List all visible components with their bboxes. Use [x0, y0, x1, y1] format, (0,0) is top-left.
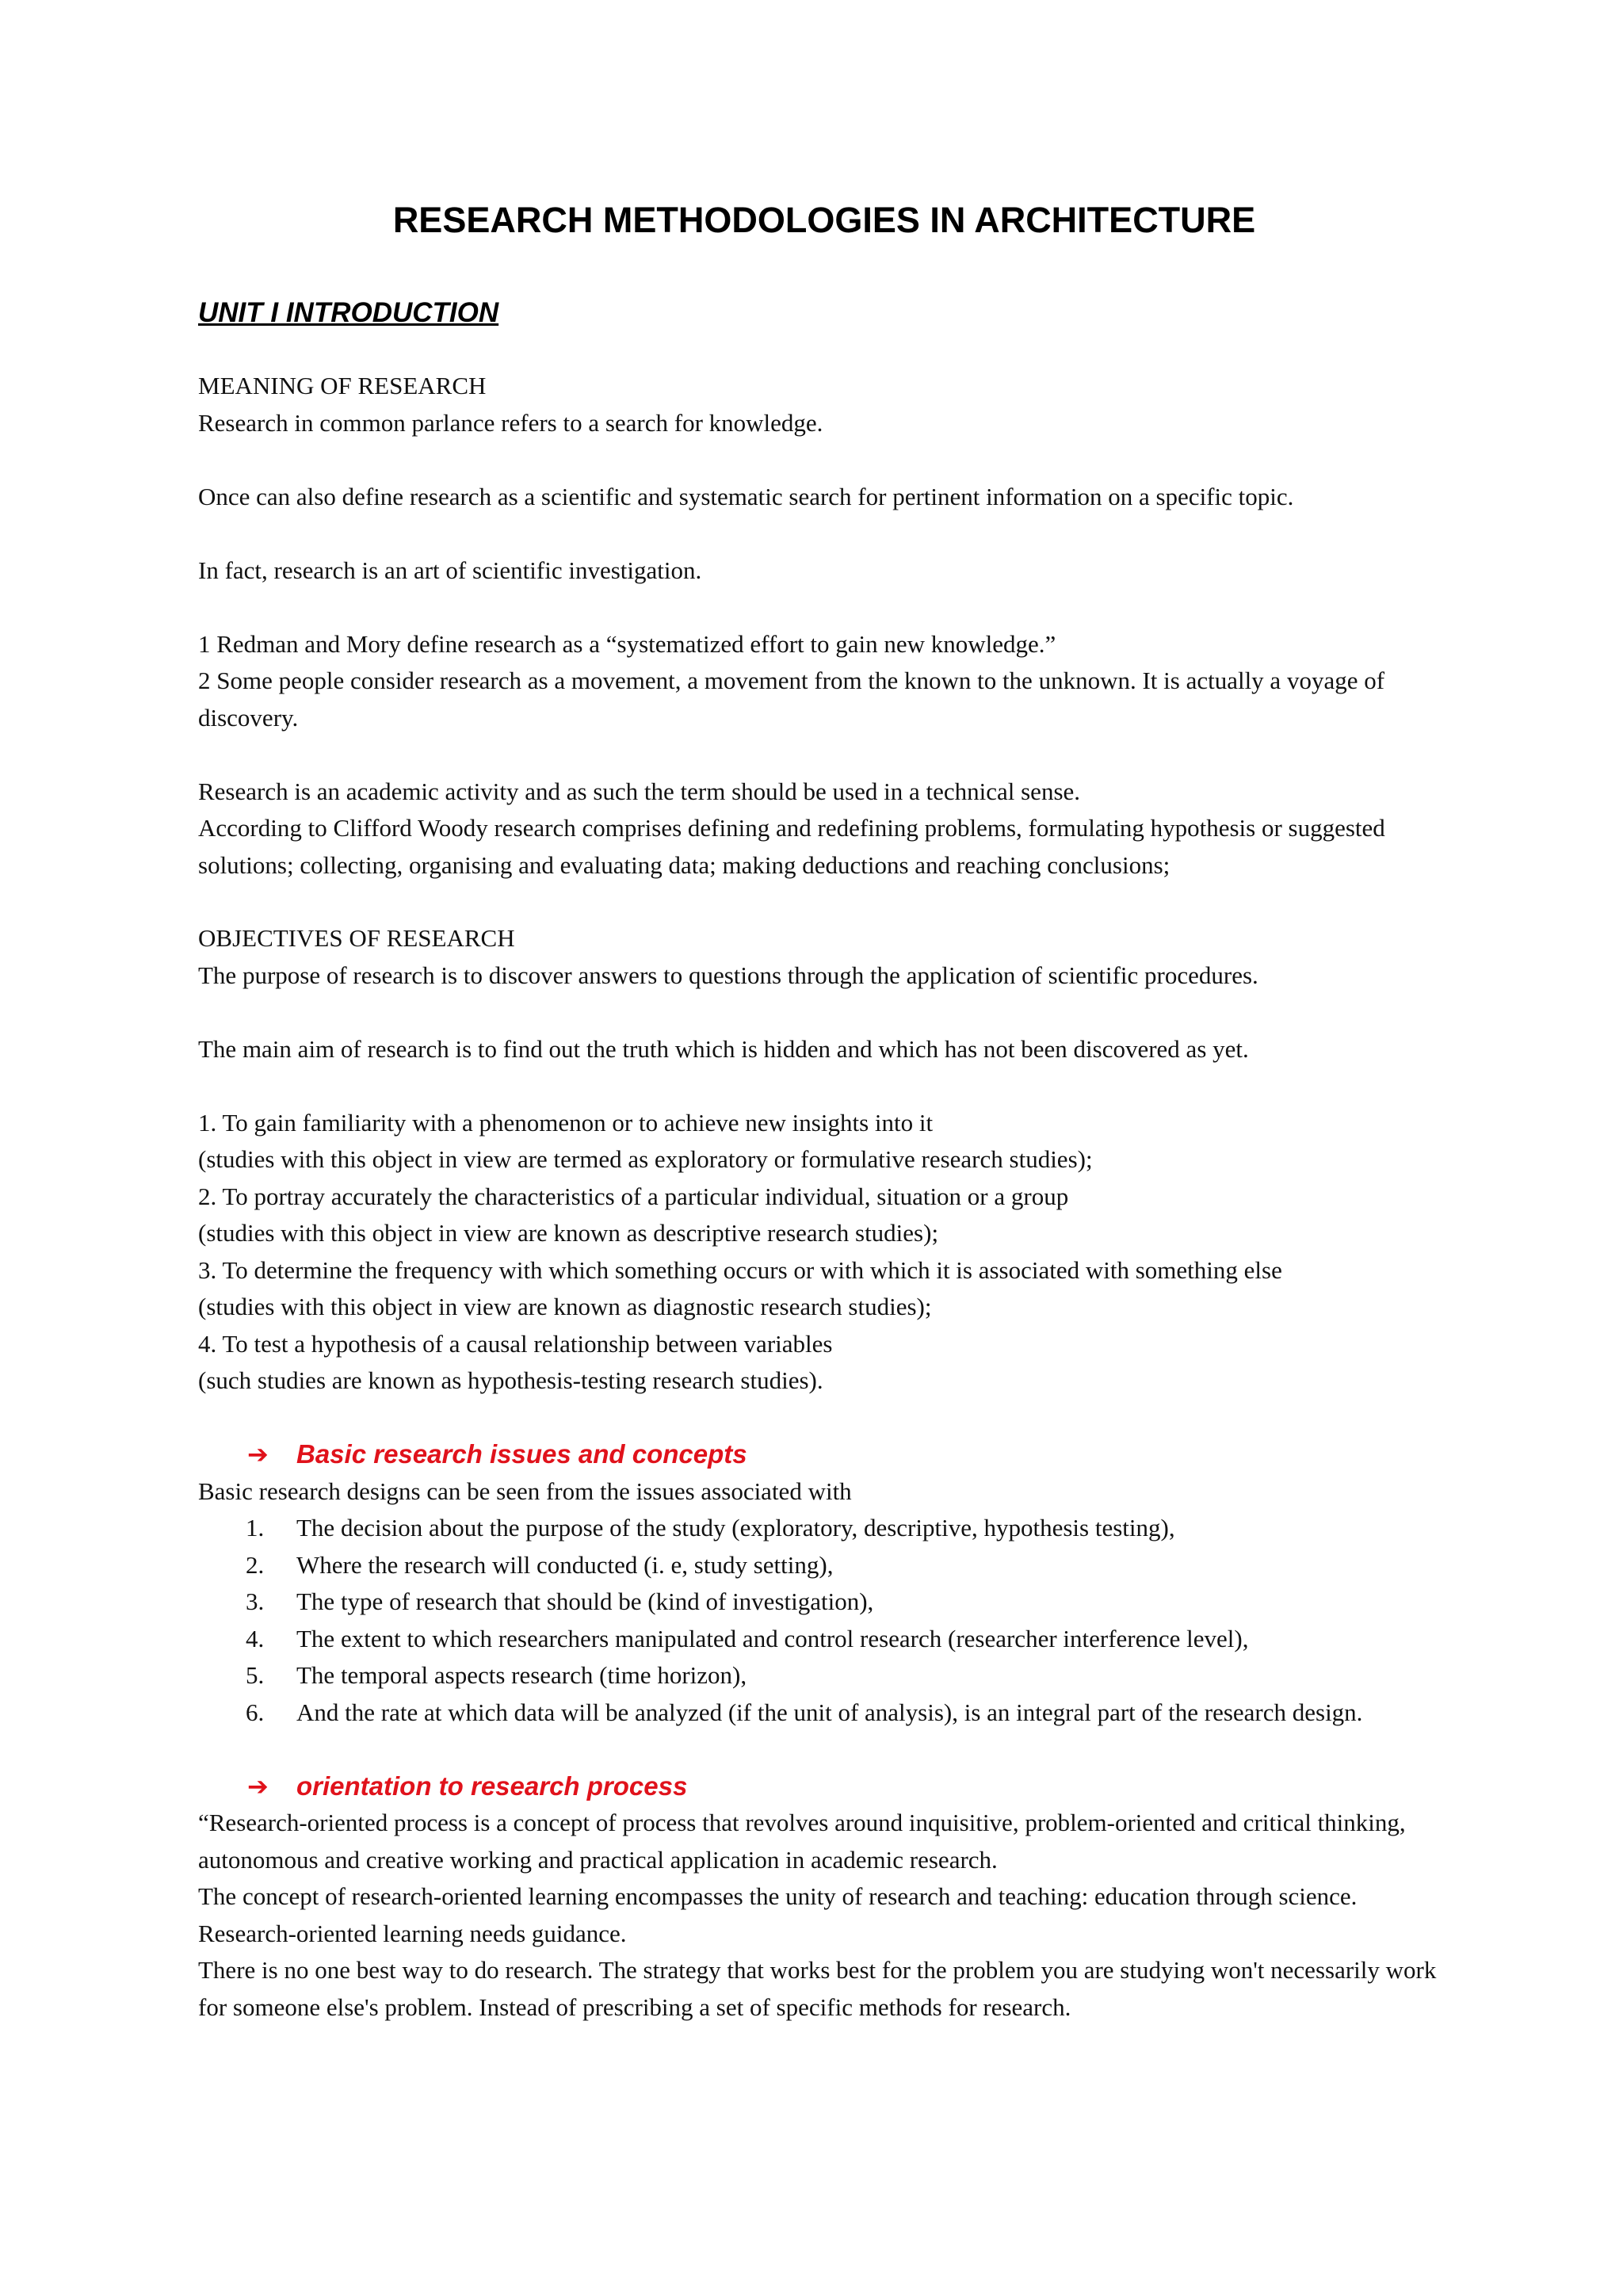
objectives-paragraph-1: The purpose of research is to discover answers to questions through the application of scientific procedures.: [198, 961, 1258, 989]
list-item-text: The temporal aspects research (time horizon),: [296, 1661, 747, 1689]
objectives-paragraph-2: The main aim of research is to find out the truth which is hidden and which has not been discovered as yet.: [198, 1034, 1249, 1063]
list-item-text: Where the research will conducted (i. e, study setting),: [296, 1550, 834, 1579]
objectives-section-label: OBJECTIVES OF RESEARCH: [198, 924, 515, 952]
list-item-text: The decision about the purpose of the study (exploratory, descriptive, hypothesis testing),: [296, 1514, 1175, 1541]
list-item-number: 4.: [246, 1624, 265, 1652]
document-title: RESEARCH METHODOLOGIES IN ARCHITECTURE: [392, 200, 1256, 240]
list-item: [198, 1510, 1450, 1547]
objective-line: (studies with this object in view are known as diagnostic research studies);: [198, 1293, 932, 1320]
list-item-number: 6.: [246, 1698, 265, 1726]
orientation-heading: [198, 1768, 1450, 1805]
objective-line: 2. To portray accurately the characteristics of a particular individual, situation or a group: [198, 1182, 1069, 1210]
list-item: [198, 1657, 1450, 1694]
list-item: [198, 1694, 1450, 1732]
list-item-text: And the rate at which data will be analyzed (if the unit of analysis), is an integral part of the research design.: [296, 1698, 1363, 1726]
basic-issues-heading-text: Basic research issues and concepts: [296, 1439, 747, 1469]
list-item-number: 2.: [246, 1550, 265, 1579]
list-item-number: 5.: [246, 1661, 265, 1689]
list-item: [198, 1621, 1450, 1658]
objective-line: (such studies are known as hypothesis-testing research studies).: [198, 1366, 823, 1394]
definition-line-1: 1 Redman and Mory define research as a “systematized effort to gain new knowledge.”: [198, 629, 1056, 658]
list-item-number: 1.: [246, 1514, 265, 1541]
orientation-heading-text: orientation to research process: [296, 1771, 688, 1801]
basic-issues-intro: Basic research designs can be seen from the issues associated with: [198, 1477, 852, 1505]
list-item: [198, 1584, 1450, 1621]
basic-issues-list: [198, 1510, 1450, 1731]
meaning-paragraph-4: [198, 626, 1450, 737]
objective-line: 1. To gain familiarity with a phenomenon or to achieve new insights into it: [198, 1108, 934, 1137]
meaning-paragraph-5: [198, 774, 1450, 884]
meaning-section-label: MEANING OF RESEARCH: [198, 372, 487, 399]
clifford-woody-line: According to Clifford Woody research comprises defining and redefining problems, formulating hypothesis or suggested solutions; collecting, organising and evaluating data; making deductions and reaching conclusions;: [198, 814, 1385, 879]
list-item-number: 3.: [246, 1587, 265, 1615]
objective-line: (studies with this object in view are known as descriptive research studies);: [198, 1219, 939, 1247]
definition-line-2: 2 Some people consider research as a movement, a movement from the known to the unknown. It is actually a voyage of discovery.: [198, 667, 1385, 732]
orientation-paragraph-1: “Research-oriented process is a concept of process that revolves around inquisitive, problem-oriented and critical thinking, autonomous and creative working and practical application in academic research.: [198, 1809, 1406, 1874]
list-item: [198, 1547, 1450, 1584]
objective-line: 3. To determine the frequency with which something occurs or with which it is associated with something else: [198, 1255, 1282, 1284]
orientation-paragraph-3: There is no one best way to do research. The strategy that works best for the problem you are studying won't necessarily work for someone else's problem. Instead of prescribing a set of specific methods for research.: [198, 1956, 1437, 2021]
basic-issues-heading: [198, 1436, 1450, 1473]
objective-line: 4. To test a hypothesis of a causal relationship between variables: [198, 1329, 833, 1358]
orientation-paragraph-2: The concept of research-oriented learning encompasses the unity of research and teaching: education through science. Research-oriented learning needs guidance.: [198, 1882, 1358, 1947]
meaning-paragraph-2: Once can also define research as a scientific and systematic search for pertinent information on a specific topic.: [198, 482, 1294, 510]
objectives-list: [198, 1105, 1450, 1400]
academic-activity-line: Research is an academic activity and as such the term should be used in a technical sense.: [198, 777, 1081, 805]
document-body: [198, 198, 1450, 2026]
list-item-text: The type of research that should be (kind of investigation),: [296, 1587, 874, 1615]
objective-line: (studies with this object in view are termed as exploratory or formulative research studies);: [198, 1145, 1093, 1173]
arrow-right-icon: ➔: [247, 1771, 269, 1801]
meaning-paragraph-3: In fact, research is an art of scientific investigation.: [198, 556, 702, 584]
list-item-text: The extent to which researchers manipulated and control research (researcher interference level),: [296, 1624, 1249, 1652]
meaning-paragraph-1: Research in common parlance refers to a search for knowledge.: [198, 408, 823, 437]
arrow-right-icon: ➔: [247, 1440, 269, 1469]
unit-heading: UNIT I INTRODUCTION: [198, 297, 499, 328]
